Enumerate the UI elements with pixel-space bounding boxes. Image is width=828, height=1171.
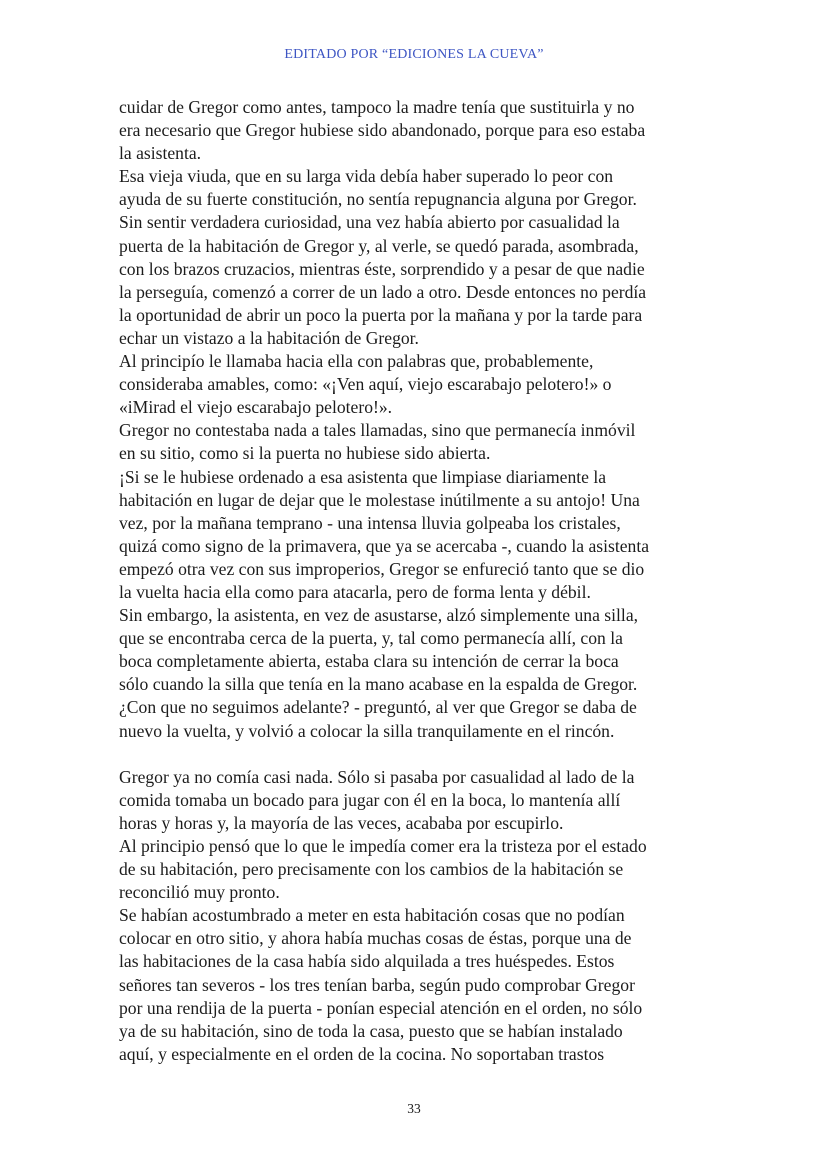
page-number: 33 — [407, 1101, 421, 1116]
text-line: habitación en lugar de dejar que le molestase inútilmente a su antojo! Una — [119, 489, 640, 510]
page-header: EDITADO POR “EDICIONES LA CUEVA” — [284, 47, 544, 62]
text-line: Esa vieja viuda, que en su larga vida debía haber superado lo peor con — [119, 166, 614, 187]
text-line: horas y horas y, la mayoría de las veces, acababa por escupirlo. — [119, 812, 564, 833]
text-line: cuidar de Gregor como antes, tampoco la madre tenía que sustituirla y no — [119, 97, 635, 117]
text-line: nuevo la vuelta, y volvió a colocar la silla tranquilamente en el rincón. — [119, 720, 615, 741]
text-line: la asistenta. — [119, 143, 202, 164]
text-line: era necesario que Gregor hubiese sido abandonado, porque para eso estaba — [119, 120, 646, 141]
text-line: colocar en otro sitio, y ahora había muchas cosas de éstas, porque una de — [119, 928, 632, 949]
text-line: reconcilió muy pronto. — [119, 882, 280, 903]
text-line: ¿Con que no seguimos adelante? - preguntó, al ver que Gregor se daba de — [119, 697, 637, 718]
text-line: las habitaciones de la casa había sido alquilada a tres huéspedes. Estos — [119, 951, 615, 972]
text-line: puerta de la habitación de Gregor y, al verle, se quedó parada, asombrada, — [119, 235, 639, 256]
text-line: boca completamente abierta, estaba clara su intención de cerrar la boca — [119, 651, 619, 672]
text-line: ¡Si se le hubiese ordenado a esa asistenta que limpiase diariamente la — [119, 466, 607, 487]
text-line: empezó otra vez con sus improperios, Gregor se enfureció tanto que se dio — [119, 558, 645, 579]
text-line: Se habían acostumbrado a meter en esta habitación cosas que no podían — [119, 905, 625, 926]
text-line: vez, por la mañana temprano - una intensa lluvia golpeaba los cristales, — [119, 512, 621, 533]
text-line: Al principio pensó que lo que le impedía comer era la tristeza por el estado — [119, 836, 647, 856]
text-line: con los brazos cruzacios, mientras éste, sorprendido y a pesar de que nadie — [119, 258, 645, 279]
text-line: quizá como signo de la primavera, que ya se acercaba -, cuando la asistenta — [119, 535, 650, 556]
text-line: aquí, y especialmente en el orden de la cocina. No soportaban trastos — [119, 1043, 605, 1064]
text-line: la oportunidad de abrir un poco la puerta por la mañana y por la tarde para — [119, 304, 643, 325]
text-line: echar un vistazo a la habitación de Gregor. — [119, 327, 419, 348]
text-line: señores tan severos - los tres tenían barba, según pudo comprobar Gregor — [119, 974, 635, 995]
text-line: la perseguía, comenzó a correr de un lado a otro. Desde entonces no perdía — [119, 281, 647, 302]
text-line: que se encontraba cerca de la puerta, y, tal como permanecía allí, con la — [119, 628, 623, 649]
body-text — [119, 96, 759, 1066]
text-line: consideraba amables, como: «¡Ven aquí, viejo escarabajo pelotero!» o — [119, 374, 612, 395]
text-line: ya de su habitación, sino de toda la casa, puesto que se habían instalado — [119, 1020, 623, 1041]
text-line: sólo cuando la silla que tenía en la mano acabase en la espalda de Gregor. — [119, 674, 638, 695]
text-line: Sin sentir verdadera curiosidad, una vez había abierto por casualidad la — [119, 212, 620, 233]
text-line: en su sitio, como si la puerta no hubiese sido abierta. — [119, 443, 491, 464]
text-line: «iMirad el viejo escarabajo pelotero!». — [119, 397, 393, 418]
text-line: de su habitación, pero precisamente con los cambios de la habitación se — [119, 859, 624, 880]
text-line: ayuda de su fuerte constitución, no sentía repugnancia alguna por Gregor. — [119, 189, 637, 210]
text-line: la vuelta hacia ella como para atacarla, pero de forma lenta y débil. — [119, 581, 591, 602]
text-line: Gregor ya no comía casi nada. Sólo si pasaba por casualidad al lado de la — [119, 766, 635, 787]
text-line: Gregor no contestaba nada a tales llamadas, sino que permanecía inmóvil — [119, 420, 636, 441]
text-line: comida tomaba un bocado para jugar con él en la boca, lo mantenía allí — [119, 789, 621, 810]
text-line: por una rendija de la puerta - ponían especial atención en el orden, no sólo — [119, 997, 643, 1018]
text-line: Sin embargo, la asistenta, en vez de asustarse, alzó simplemente una silla, — [119, 605, 639, 626]
text-line: Al principío le llamaba hacia ella con palabras que, probablemente, — [119, 351, 594, 372]
paragraph-spacer — [119, 743, 759, 766]
